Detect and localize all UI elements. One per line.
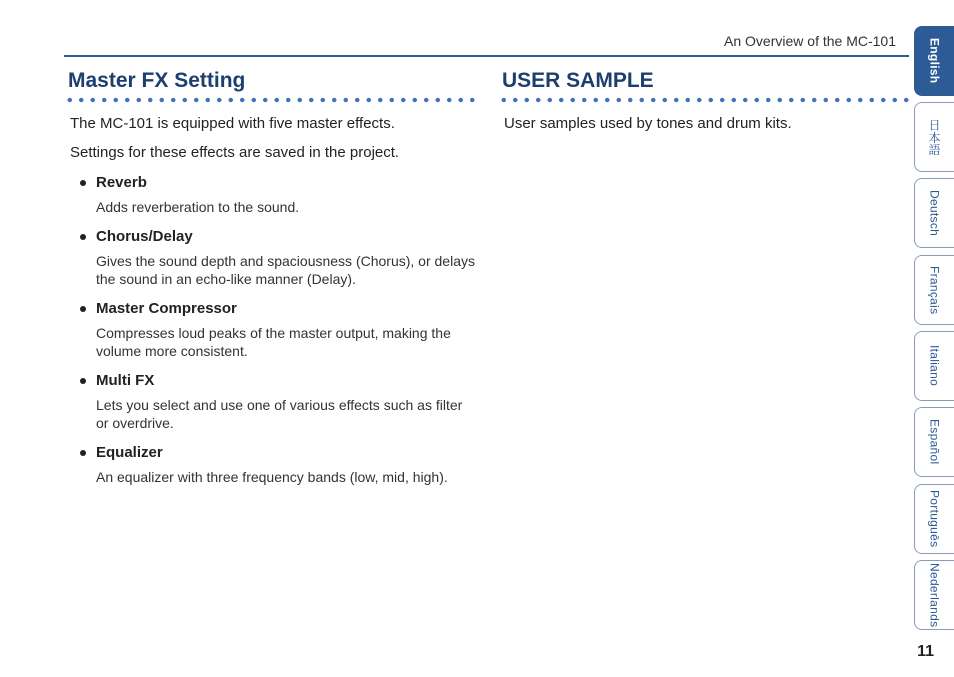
bullet-icon — [80, 234, 86, 240]
dotted-divider — [64, 96, 476, 104]
tab-japanese[interactable] — [914, 102, 954, 172]
tab-label: Português — [927, 490, 942, 548]
item-title: Multi FX — [96, 371, 155, 389]
section-title-user-sample: USER SAMPLE — [502, 69, 654, 92]
page-number: 11 — [917, 643, 934, 660]
item-description: Lets you select and use one of various effects such as filter or overdrive. — [96, 396, 463, 431]
tab-english[interactable] — [914, 26, 954, 96]
master-fx-section — [64, 68, 476, 496]
tab-italiano[interactable] — [914, 331, 954, 401]
item-title: Chorus/Delay — [96, 227, 193, 245]
item-description: Compresses loud peaks of the master output, making the volume more consistent. — [96, 324, 451, 359]
list-item-master-compressor — [64, 299, 476, 361]
user-sample-section — [498, 68, 910, 134]
tab-label: Français — [927, 265, 942, 315]
item-title: Equalizer — [96, 443, 163, 461]
tab-portugues[interactable] — [914, 484, 954, 554]
tab-label: Deutsch — [927, 189, 942, 237]
bullet-icon — [80, 180, 86, 186]
list-item-multi-fx — [64, 371, 476, 433]
tab-espanol[interactable] — [914, 407, 954, 477]
item-description: An equalizer with three frequency bands (low, mid, high). — [96, 468, 448, 485]
bullet-icon — [80, 378, 86, 384]
list-item-reverb — [64, 173, 476, 217]
tab-label: Italiano — [927, 345, 942, 387]
section-title-master-fx: Master FX Setting — [68, 69, 246, 92]
tab-label: 日本語 — [927, 118, 941, 156]
bullet-icon — [80, 450, 86, 456]
header-title: An Overview of the MC-101 — [724, 33, 896, 49]
dotted-divider — [498, 96, 910, 104]
tab-label: English — [927, 38, 942, 84]
item-title: Master Compressor — [96, 299, 237, 317]
bullet-icon — [80, 306, 86, 312]
tab-label: Español — [927, 419, 942, 465]
item-description: Adds reverberation to the sound. — [96, 199, 300, 215]
item-title: Reverb — [96, 174, 147, 191]
intro-paragraph-2: Settings for these effects are saved in the project. — [70, 144, 400, 161]
tab-label: Nederlands — [927, 562, 942, 628]
item-description: Gives the sound depth and spaciousness (Chorus), or delays the sound in an echo-like manner (Delay). — [96, 252, 475, 287]
tab-nederlands[interactable] — [914, 560, 954, 630]
list-item-equalizer — [64, 443, 476, 487]
tab-francais[interactable] — [914, 255, 954, 325]
tab-deutsch[interactable] — [914, 178, 954, 248]
intro-paragraph: User samples used by tones and drum kits. — [504, 115, 792, 132]
effects-list — [64, 173, 476, 486]
intro-paragraph-1: The MC-101 is equipped with five master effects. — [70, 115, 395, 132]
list-item-chorus-delay — [64, 227, 476, 289]
header-rule — [64, 55, 909, 57]
